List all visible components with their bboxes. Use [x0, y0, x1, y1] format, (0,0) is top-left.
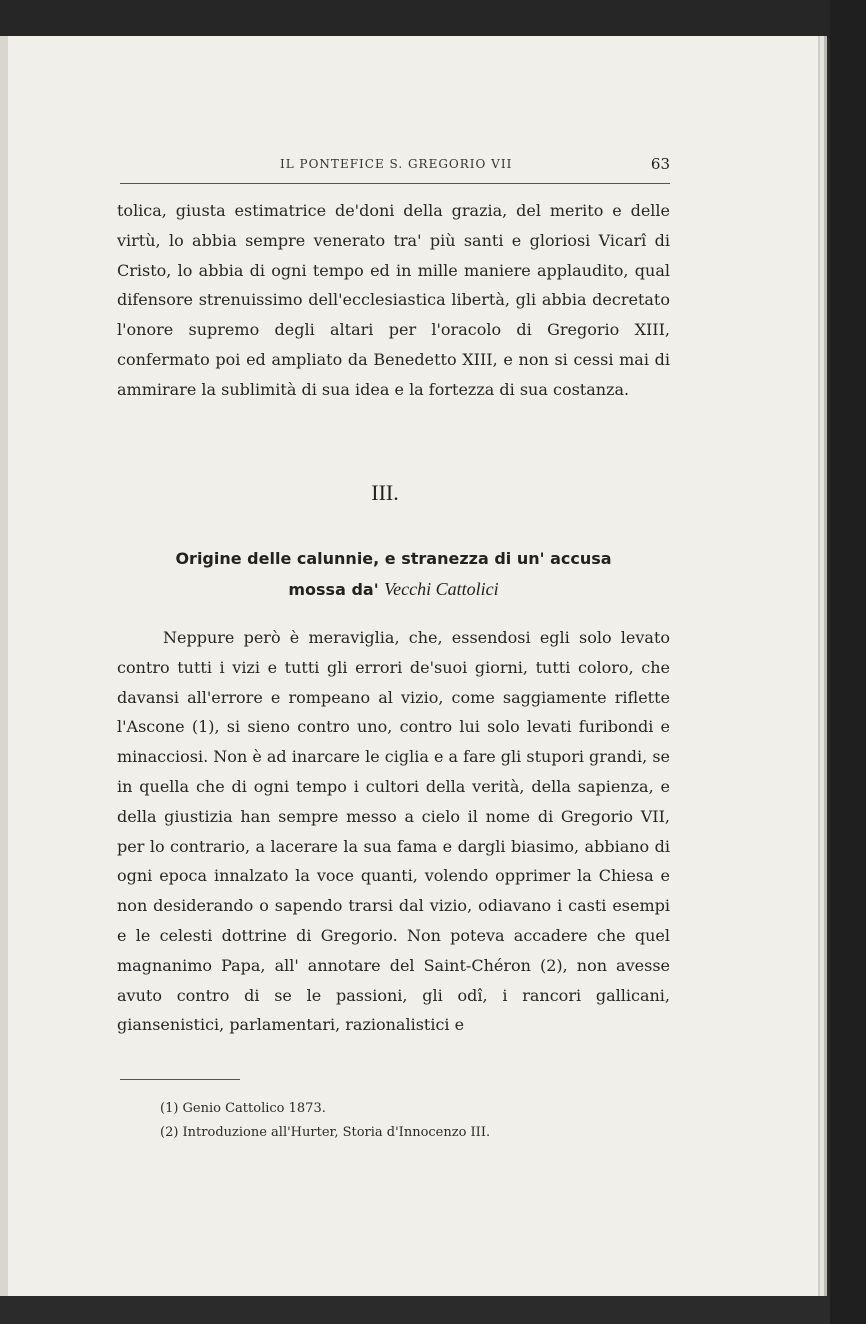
footnote-1: (1) Genio Cattolico 1873.	[160, 1101, 326, 1116]
section-title-italic: Vecchi Cattolici	[384, 579, 499, 599]
page-number: 63	[650, 155, 670, 173]
footnotes	[160, 1097, 680, 1145]
running-title: IL PONTEFICE S. GREGORIO VII	[280, 157, 513, 171]
footnote-rule	[120, 1079, 240, 1080]
paragraph-continued: tolica, giusta estimatrice de'doni della grazia, del merito e delle virtù, lo abbia sempre venerato tra' più santi e gloriosi Vicarî di Cristo, lo abbia di ogni tempo ed in mille maniere applaudito, qual difensore strenuissimo dell'ecclesiastica libertà, gli abbia decretato l'onore supremo degli altari per l'oracolo di Gregorio XIII, confermato poi ed ampliato da Benedetto XIII, e non si cessi mai di ammirare la sublimità di sua idea e la fortezza di sua costanza.	[117, 201, 670, 399]
section-title-line1: Origine delle calunnie, e stranezza di un' accusa	[175, 549, 612, 568]
scan-background-right	[830, 0, 866, 1324]
section-title-prefix: mossa da'	[288, 580, 379, 599]
section-title-line2	[117, 574, 670, 605]
section-title	[117, 543, 670, 605]
scan-background-top	[0, 0, 866, 38]
section-number: III.	[371, 480, 399, 505]
header-rule	[120, 183, 670, 184]
running-header	[120, 155, 670, 177]
paragraph-body: Neppure però è meraviglia, che, essendosi egli solo levato contro tutti i vizi e tutti gli errori de'suoi giorni, tutti coloro, che davansi all'errore e rompeano al vizio, come saggiamente riflette l'Ascone (1), si sieno contro uno, contro lui solo levati furibondi e minacciosi. Non è ad inarcare le ciglia e a fare gli stupori grandi, se in quella che di ogni tempo i cultori della verità, della sapienza, e della giustizia han sempre messo a cielo il nome di Gregorio VII, per lo contrario, a lacerare la sua fama e dargli biasimo, abbiano di ogni epoca innalzato la voce quanti, volendo opprimer la Chiesa e non desiderando o sapendo trarsi dal vizio, odiavano i casti esempi e le celesti dottrine di Gregorio. Non poteva accadere che quel magnanimo Papa, all' annotare del Saint-Chéron (2), non avesse avuto contro di se le passioni, gli odî, i rancori gallicani, giansenistici, parlamentari, razionalistici e	[117, 628, 670, 1035]
footnote-2: (2) Introduzione all'Hurter, Storia d'Innocenzo III.	[160, 1125, 491, 1140]
